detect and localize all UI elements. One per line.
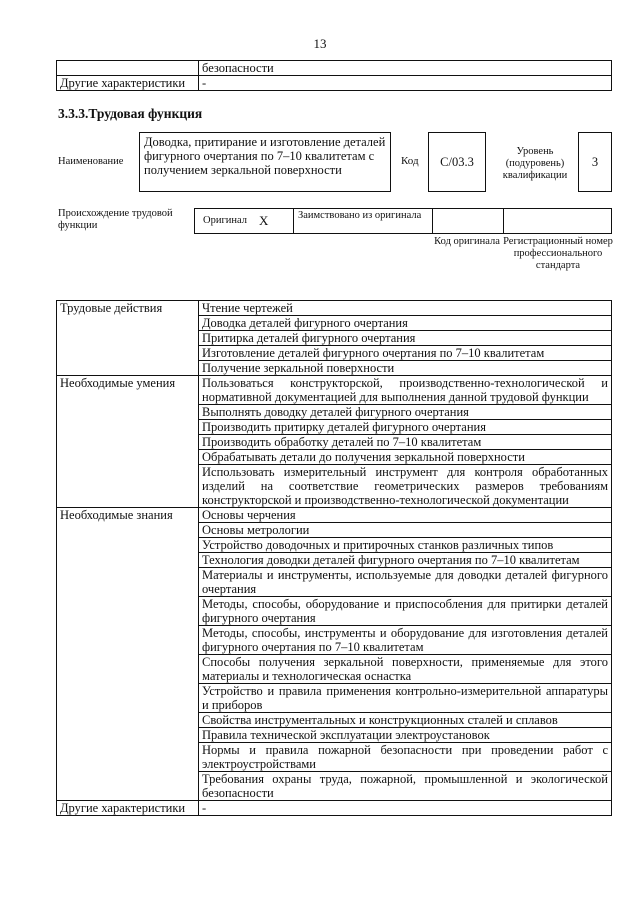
top-row1-col1 — [57, 61, 199, 76]
origin-label: Происхождение трудовой функции — [58, 208, 173, 231]
borrowed-label: Заимствовано из оригинала — [298, 210, 422, 221]
code-value: С/03.3 — [428, 132, 486, 192]
section-item: Выполнять доводку деталей фигурного очертания — [199, 405, 612, 420]
table-row — [57, 376, 612, 405]
section-item: Материалы и инструменты, используемые для доводки деталей фигурного очертания — [199, 568, 612, 597]
section-item: Устройство доводочных и притирочных станков различных типов — [199, 538, 612, 553]
top-row2-col2: - — [199, 76, 612, 91]
section-item: Способы получения зеркальной поверхности, применяемые для этого материалы и технологическая оснастка — [199, 655, 612, 684]
code-label: Код — [401, 155, 419, 167]
top-continuation-table — [56, 60, 612, 91]
section-item: Производить притирку деталей фигурного очертания — [199, 420, 612, 435]
section-item: Притирка деталей фигурного очертания — [199, 331, 612, 346]
section-item: Основы черчения — [199, 508, 612, 523]
section-item: Методы, способы, инструменты и оборудование для изготовления деталей фигурного очертания по 7–10 квалитетам — [199, 626, 612, 655]
original-label: Оригинал — [203, 215, 247, 226]
section-heading: Необходимые знания — [57, 508, 199, 801]
name-label: Наименование — [58, 156, 124, 167]
section-item: Методы, способы, оборудование и приспособления для притирки деталей фигурного очертания — [199, 597, 612, 626]
reg-number-caption: Регистрационный номер профессионального стандарта — [503, 236, 613, 271]
original-code-caption: Код оригинала — [434, 236, 500, 247]
table-row — [57, 801, 612, 816]
original-mark: X — [259, 213, 269, 228]
page-number: 13 — [313, 36, 327, 51]
reg-number-cell — [503, 208, 612, 234]
table-row — [57, 301, 612, 316]
section-item: Основы метрологии — [199, 523, 612, 538]
section-item: Обрабатывать детали до получения зеркальной поверхности — [199, 450, 612, 465]
top-row2-col1: Другие характеристики — [57, 76, 199, 91]
section-heading: Трудовые действия — [57, 301, 199, 376]
level-value: 3 — [578, 132, 612, 192]
section-item: Устройство и правила применения контрольно-измерительной аппаратуры и приборов — [199, 684, 612, 713]
section-item: Нормы и правила пожарной безопасности при проведении работ с электроустройствами — [199, 743, 612, 772]
section-item: Производить обработку деталей по 7–10 квалитетам — [199, 435, 612, 450]
section-heading: Необходимые умения — [57, 376, 199, 508]
top-row1-col2: безопасности — [199, 61, 612, 76]
section-heading: Другие характеристики — [57, 801, 199, 816]
section-item: Использовать измерительный инструмент для контроля обработанных изделий на соответствие геометрических размеров требованиям конструкторской и производственно-технологической документации — [199, 465, 612, 508]
section-item: - — [199, 801, 612, 816]
original-code-cell — [432, 208, 504, 234]
section-item: Получение зеркальной поверхности — [199, 361, 612, 376]
section-item: Требования охраны труда, пожарной, промышленной и экологической безопасности — [199, 772, 612, 801]
section-item: Пользоваться конструкторской, производственно-технологической и нормативной документацией для выполнения данной трудовой функции — [199, 376, 612, 405]
section-item: Свойства инструментальных и конструкционных сталей и сплавов — [199, 713, 612, 728]
original-cell — [194, 208, 294, 234]
function-details-table — [56, 300, 612, 816]
section-item: Правила технической эксплуатации электроустановок — [199, 728, 612, 743]
level-label: Уровень (подуровень) квалификации — [502, 146, 568, 181]
table-row — [57, 508, 612, 523]
section-item: Доводка деталей фигурного очертания — [199, 316, 612, 331]
section-item: Чтение чертежей — [199, 301, 612, 316]
section-title: 3.3.3.Трудовая функция — [58, 106, 203, 121]
section-item: Изготовление деталей фигурного очертания по 7–10 квалитетам — [199, 346, 612, 361]
section-item: Технология доводки деталей фигурного очертания по 7–10 квалитетам — [199, 553, 612, 568]
name-value: Доводка, притирание и изготовление деталей фигурного очертания по 7–10 квалитетам с получением зеркальной поверхности — [139, 132, 391, 192]
borrowed-cell — [293, 208, 433, 234]
